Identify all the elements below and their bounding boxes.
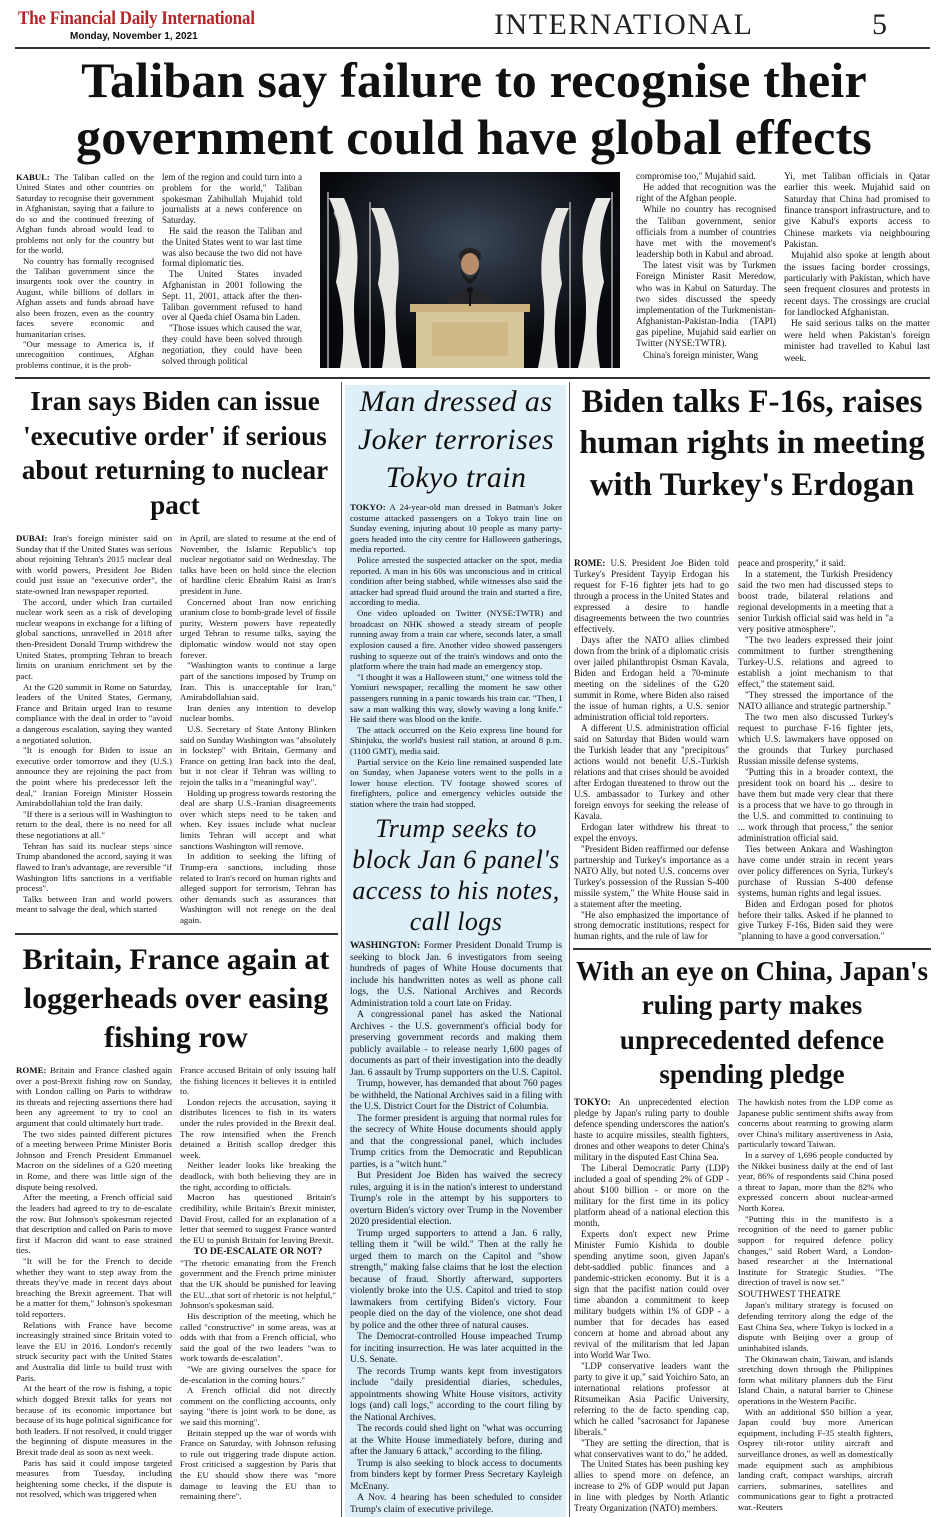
paragraph: "They are setting the direction, that is what conservatives want to do," he added. <box>574 1437 729 1459</box>
paragraph: Iran denies any intention to develop nuclear bombs. <box>180 702 336 724</box>
paragraph: WASHINGTON: Former President Donald Trump is seeking to block Jan. 6 investigators from seeing hundreds of pages of White House documents that include his handwritten notes as well as phone call logs, the U.S. National Archives and Records Administration told a court late on Friday. <box>350 940 562 1009</box>
paragraph: "It will be for the French to decide whether they want to step away from the threats they've made in recent days about breaching the Brexit agreement. That will be a matter for them," Johnson's spokesman told reporters. <box>16 1255 172 1320</box>
paragraph: Police arrested the suspected attacker on the spot, media reported. A man in his 60s was unconscious and in critical condition after being stabbed, while witnesses also said the attacker had spread fluid around the train and started a fire, according to media. <box>350 555 562 608</box>
paragraph: Partial service on the Keio line remained suspended late on Sunday, when Japanese voters went to the polls in a lower house election. TV footage showed scores of firefighters, police and emergency vehicles outside the station where the train had stopped. <box>350 756 562 810</box>
paragraph: "We are giving ourselves the space for de-escalation in the coming hours." <box>180 1363 336 1385</box>
paragraph: Paris has said it could impose targeted measures from Tuesday, including heightening some checks, if the dispute is not resolved, which was triggered when <box>16 1457 172 1500</box>
paragraph: The two sides painted different pictures of a meeting between Prime Minister Boris Johnson and French President Emmanuel Macron on the sidelines of a G20 meeting in Rome, and there was little sign of the dispute being resolved. <box>16 1128 172 1192</box>
paragraph: No country has formally recognised the Taliban government since the insurgents took over the country in August, while billions of dollars in Afghan assets and funds abroad have also been frozen, even as the country faces severe economic and humanitarian crises. <box>16 255 154 339</box>
paragraph: Talks between Iran and world powers meant to salvage the deal, which started <box>16 893 172 915</box>
paragraph: Ties between Ankara and Washington have come under strain in recent years over policy differences on Syria, Turkey's purchase of Russian S-400 defense systems, human rights and legal issues. <box>738 843 893 898</box>
trump-headline: Trump seeks to block Jan 6 panel's access to his notes, call logs <box>352 814 560 936</box>
paragraph: "It is enough for Biden to issue an executive order tomorrow and they (U.S.) announce they are rejoining the pact from the point where his predecessor left the deal," Iranian Foreign Minister Hossein Amirabdollahian told the Iran daily. <box>16 745 172 809</box>
page-number: 5 <box>872 8 887 41</box>
paragraph: Concerned about Iran now enriching uranium close to bomb-grade level of fissile purity, Western powers have repeatedly urged Tehran to resume talks, saying the diplomatic window would not stay open forever. <box>180 596 336 660</box>
paragraph: "Those issues which caused the war, they could have been solved through negotiation, they could have been solved through political <box>162 323 302 366</box>
paragraph: "They stressed the importance of the NATO alliance and strategic partnership." <box>738 689 893 711</box>
paragraph: In a statement, the Turkish Presidency said the two men had discussed steps to boost trade, bilateral relations and regional developments in a meeting that a senior Turkish official said was held in "a very positive atmosphere". <box>738 568 893 634</box>
joker-body <box>350 502 562 814</box>
dateline: DUBAI: <box>16 533 48 543</box>
paragraph: The former president is arguing that normal rules for the secrecy of White House documents should apply and that the congressional panel, which includes Trump critics from the Democratic and Republican parties, is a "witch hunt." <box>350 1112 562 1170</box>
paragraph: Trump, however, has demanded that about 760 pages be withheld, the National Archives said in a filing with the U.S. District Court for the District of Columbia. <box>350 1078 562 1112</box>
paragraph: "Our message to America is, if unrecognition continues, Afghan problems continue, it is the prob- <box>16 339 154 370</box>
paragraph: DUBAI: Iran's foreign minister said on Sunday that if the United States was serious about rejoining Tehran's 2015 nuclear deal with world powers, President Joe Biden could just issue an "executive order", the state-owned Iran newspaper reported. <box>16 533 172 597</box>
lead-column-3 <box>636 172 776 372</box>
lead-column-1 <box>16 172 154 372</box>
paragraph: His description of the meeting, which he called "constructive" in some areas, was at odds with that from a French official, who said the goal of the two leaders "was to work towards de-escalation". <box>180 1310 336 1364</box>
section-divider <box>573 948 931 950</box>
paragraph: After the meeting, a French official said the leaders had agreed to try to de-escalate the row. But Johnson's spokesman rejected that description and called on Paris to move first if Macron did want to ease strained ties. <box>16 1192 172 1256</box>
paragraph: While no country has recognised the Taliban government, senior officials from a number of countries have met with the movement's leadership both in Kabul and abroad. <box>636 205 776 261</box>
dateline: WASHINGTON: <box>350 940 421 951</box>
paragraph: But President Joe Biden has waived the secrecy rules, arguing it is in the nation's interest to understand Trump's role in the attempt by his supporters to overturn Biden's victory over Trump in the November 2020 presidential election. <box>350 1170 562 1227</box>
paragraph: The two men also discussed Turkey's request to purchase F-16 fighter jets, which U.S. lawmakers have opposed on the grounds that Turkey purchased Russian missile defense systems. <box>738 711 893 766</box>
biden-headline: Biden talks F-16s, raises human rights in meeting with Turkey's Erdogan <box>579 384 925 503</box>
paragraph: "If there is a serious will in Washington to return to the deal, there is no need for all these negotiations at all." <box>16 808 172 841</box>
paragraph: Tehran has said its nuclear steps since Trump abandoned the accord, saying it was flawed to Iran's advantage, are reversible "if Washington lifts sanctions in a verifiable process". <box>16 840 172 894</box>
britain-column-2 <box>180 1065 336 1513</box>
paragraph: ROME: Britain and France clashed again over a post-Brexit fishing row on Sunday, with London calling on Paris to withdraw its threats and rejecting assertions there had been any agreement to try to cool an argument that could ultimately hurt trade. <box>16 1065 172 1129</box>
paragraph: With an additional $50 billion a year, Japan could buy more American equipment, including F-35 stealth fighters, Osprey tilt-rotor utility aircraft and surveillance drones, as well as domestically made equipment such as amphibious landing craft, compact warships, aircraft carriers, submarines, satellites and communications gear to fight a protracted war.-Reuters <box>738 1406 893 1513</box>
column-divider <box>341 382 342 1517</box>
iran-column-1 <box>16 533 172 925</box>
biden-column-2 <box>738 558 893 943</box>
paragraph: The Democrat-controlled House impeached Trump for inciting insurrection. He was later acquitted in the U.S. Senate. <box>350 1331 562 1365</box>
publication-date: Monday, November 1, 2021 <box>70 31 198 42</box>
paragraph: The Okinawan chain, Taiwan, and islands stretching down through the Philippines form what military planners dub the First Island Chain, a natural barrier to Chinese operations in the Western Pacific. <box>738 1353 893 1406</box>
paragraph: Japan's military strategy is focused on defending territory along the edge of the East China Sea, where Tokyo is locked in a dispute with Beijing over a group of uninhabited islands. <box>738 1300 893 1353</box>
paragraph: TOKYO: A 24-year-old man dressed in Batman's Joker costume attacked passengers on a Tokyo train line on Sunday evening, injuring about 10 people as many party-goers headed into the city centre for Halloween gatherings, media reported. <box>350 502 562 555</box>
paragraph: KABUL: The Taliban called on the United States and other countries on Saturday to recognise their government in Afghanistan, saying that a failure to do so and the continued freezing of Afghan funds abroad would lead to problems not only for the country but for the world. <box>16 172 154 256</box>
paragraph: "Putting this in a broader context, the president took on board his ... desire to have them but made very clear that there is a process that we have to go through in the U.S. and committed to continuing to ... work through that process," the senior administration official said. <box>738 766 893 843</box>
paragraph: He added that recognition was the right of the Afghan people. <box>636 183 776 205</box>
paragraph: A congressional panel has asked the National Archives - the U.S. government's official body for preserving government records and making them publicly available - to release nearly 1,600 pages of documents as part of their investigation into the deadly Jan. 6 assault by Trump supporters on the U.S. Capitol. <box>350 1009 562 1078</box>
paragraph: Britain stepped up the war of words with France on Saturday, with Johnson refusing to rule out triggering trade dispute action. Frost criticised a suggestion by Paris that the EU should show there was "more damage to leaving the EU than to remaining there". <box>180 1427 336 1502</box>
column-divider <box>569 382 570 1517</box>
paragraph: "Washington wants to continue a large part of the sanctions imposed by Trump on Iran. This is unacceptable for Iran," Amirabdollahian said. <box>180 660 336 703</box>
paragraph: The latest visit was by Turkmen Foreign Minister Rasit Meredow, who was in Kabul on Saturday. The two sides discussed the speedy implementation of the Turkmenistan-Afghanistan-Pakistan-India (TAPI) gas pipeline, Mujahid said earlier on Twitter (NYSE:TWTR). <box>636 261 776 350</box>
trump-body <box>350 940 562 1515</box>
paragraph: lem of the region and could turn into a problem for the world," Taliban spokesman Zabihullah Mujahid told journalists at a news conference on Saturday. <box>162 172 302 226</box>
paragraph: Trump urged supporters to attend a Jan. 6 rally, telling them it "will be wild." Then at the rally he urged them to march on the Capitol and "show strength," making false claims that he lost the election because of fraud. Shortly afterward, supporters violently broke into the U.S. Capitol and tried to stop lawmakers from certifying Biden's victory. Four people died on the day of the violence, one shot dead by police and the other three of natural causes. <box>350 1227 562 1331</box>
masthead-rule <box>15 47 930 49</box>
paragraph: One video uploaded on Twitter (NYSE:TWTR) and broadcast on NHK showed a steady stream of people running away from a train car where, seconds later, a small explosion caused a fire. Another video showed passengers rushing to squeeze out of the train's windows and onto the platform where the train had made an emergency stop. <box>350 608 562 672</box>
lead-headline: Taliban say failure to recognise their government could have global effects <box>76 52 872 165</box>
paragraph: ROME: U.S. President Joe Biden told Turkey's President Tayyip Erdogan his request for F-16 fighter jets had to go through a process in the United States and expressed a desire to handle disagreements between the two countries effectively. <box>574 558 729 634</box>
paragraph: London rejects the accusation, saying it distributes licences to fish in its waters under the rules provided in the Brexit deal. The row intensified when the French detained a British scallop dredger this week. <box>180 1096 336 1160</box>
paragraph: "The two leaders expressed their joint commitment to further strengthening Turkey-U.S. relations and agreed to establish a joint mechanism to that effect," the statement said. <box>738 634 893 689</box>
publication-name: The Financial Daily International <box>18 8 255 29</box>
japan-column-2 <box>738 1097 893 1515</box>
paragraph: Mujahid also spoke at length about the issues facing border crossings, particularly with Pakistan, which have seen frequent closures and protests in recent days. The crossings are crucial for landlocked Afghanistan. <box>784 251 930 319</box>
paragraph: Days after the NATO allies climbed down from the brink of a diplomatic crisis over jailed philanthropist Osman Kavala, Biden and Erdogan held a 70-minute meeting on the sidelines of the G20 summit in Rome, where Biden also raised the issue of human rights, a U.S. senior administration official told reporters. <box>574 634 729 722</box>
iran-headline: Iran says Biden can issue 'executive order' if serious about returning to nuclear pact <box>21 386 329 520</box>
paragraph: The accord, under which Iran curtailed nuclear work seen as a risk of developing nuclear weapons in exchange for a lifting of global sanctions, unravelled in 2018 after then-President Donald Trump withdrew the United States, prompting Tehran to breach limits on uranium enrichment set by the pact. <box>16 596 172 681</box>
paragraph: A French official did not directly comment on the conflicting accounts, only saying "there is joint work to be done, as we said this morning". <box>180 1385 336 1427</box>
paragraph: The records could shed light on "what was occurring at the White House immediately before, during and after the January 6 attack," according to the filing. <box>350 1423 562 1457</box>
paragraph: Yi, met Taliban officials in Qatar earlier this week. Mujahid said on Saturday that China had promised to finance transport infrastructure, and to give Kabul's exports access to Chinese markets via neighbouring Pakistan. <box>784 172 930 251</box>
section-divider <box>15 933 338 935</box>
dateline: TOKYO: <box>574 1097 611 1107</box>
paragraph: China's foreign minister, Wang <box>643 350 759 361</box>
paragraph: At the G20 summit in Rome on Saturday, leaders of the United States, Germany, France and Britain urged Iran to resume compliance with the deal in order to "avoid a dangerous escalation, saying they wanted a negotiated solution. <box>16 681 172 745</box>
paragraph: compromise too," Mujahid said. <box>636 172 756 182</box>
britain-headline: Britain, France again at loggerheads over easing fishing row <box>22 943 330 1054</box>
paragraph: The United States has been pushing key allies to spend more on defence, an increase to 2% of GDP would put Japan in line with pledges by North Atlantic Treaty Organization (NATO) members. <box>574 1459 729 1514</box>
paragraph: SOUTHWEST THEATRE <box>738 1288 841 1300</box>
britain-subhead: TO DE-ESCALATE OR NOT? <box>193 1246 323 1258</box>
britain-column-1 <box>16 1065 172 1513</box>
masthead <box>0 0 945 48</box>
section-divider <box>15 377 930 379</box>
paragraph: "President Biden reaffirmed our defense partnership and Turkey's importance as a NATO Ally, but noted U.S. concerns over Turkey's possession of the Russian S-400 missile system," the White House said in a statement after the meeting. <box>574 843 729 909</box>
britain-column-2-top <box>180 1065 336 1245</box>
paragraph: Macron has questioned Britain's credibility, while Britain's Brexit minister, David Frost, called for an explanation of a letter that seemed to suggest France wanted the EU to punish Britain for leaving Brexit. <box>180 1192 336 1245</box>
paragraph: Experts don't expect new Prime Minister Fumio Kishida to double spending anytime soon, given Japan's debt-saddled public finances and a pandemic-stricken economy. But it is a sign that the pacifist nation could over time abandon a commitment to keep military budgets within 1% of GDP - a number that for decades has eased concern at home and abroad about any revival of the militarism that led Japan into World War Two. <box>574 1228 729 1360</box>
paragraph: The records Trump wants kept from investigators include "daily presidential diaries, schedules, appointments showing White House visitors, activity logs (and) call logs," according to the court filing by the National Archives. <box>350 1365 562 1423</box>
paragraph: "He also emphasized the importance of strong democratic institutions, respect for human rights, and the rule of law for <box>574 909 729 942</box>
paragraph: In addition to seeking the lifting of Trump-era sanctions, including those related to Iran's record on human rights and alleged support for terrorism, Tehran has other demands such as assurances that Washington will not renege on the deal again. <box>180 851 336 925</box>
paragraph: "Putting this in the manifesto is a recognition of the need to garner public support for required defence policy changes," said Robert Ward, a London-based researcher at the International Institute for Strategic Studies. "The direction of travel is now set." <box>738 1213 893 1288</box>
paragraph: He said the reason the Taliban and the United States went to war last time was also because the two did not have formal diplomatic ties. <box>162 225 302 269</box>
paragraph: Erdogan later withdrew his threat to expel the envoys. <box>574 821 729 843</box>
lead-column-4 <box>784 172 930 372</box>
paragraph: "The rhetoric emanating from the French government and the French prime minister that the UK should be punished for leaving the EU...that sort of rhetoric is not helpful," Johnson's spokesman said. <box>180 1257 336 1311</box>
japan-column-1 <box>574 1097 729 1515</box>
paragraph: in April, are slated to resume at the end of November, the Islamic Republic's top nuclear negotiator said on Wednesday. The talks have been on hold since the election of hardline cleric Ebrahim Raisi as Iran's president in June. <box>180 533 336 597</box>
dateline: ROME: <box>574 558 606 568</box>
paragraph: TOKYO: An unprecedented election pledge by Japan's ruling party to double defence spending underscores the nation's haste to acquire missiles, stealth fighters, drones and other weapons to deter China's military in the disputed East China Sea. <box>574 1097 729 1162</box>
paragraph: A different U.S. administration official said on Saturday that Biden would warn the Turkish leader that any "precipitous" actions would not benefit U.S.-Turkish relations and that crises should be avoided after Erdogan threatened to throw out the U.S. ambassador to Turkey and other foreign envoys for seeking the release of Kavala. <box>574 722 729 821</box>
paragraph: U.S. Secretary of State Antony Blinken said on Sunday Washington was "absolutely in lockstep" with Britain, Germany and France on getting Iran back into the deal, but it not clear if Tehran was willing to rejoin the talks in a "meaningful way". <box>180 723 336 788</box>
paragraph: The hawkish notes from the LDP come as Japanese public sentiment shifts away from concerns about rearming to growing alarm over China's military assertiveness in Asia, particularly toward Taiwan. <box>738 1097 893 1150</box>
paragraph: Neither leader looks like breaking the deadlock, with both believing they are in the right, according to officials. <box>180 1160 336 1192</box>
paragraph: peace and prosperity," it said. <box>738 558 846 568</box>
paragraph: The United States invaded Afghanistan in 2001 following the Sept. 11, 2001, attack after the then-Taliban government refused to hand over al Qaeda chief Osama bin Laden. <box>162 269 302 323</box>
paragraph: Holding up progress towards restoring the deal are sharp U.S.-Iranian disagreements over which steps need to be taken and when. Key issues include what nuclear limits Tehran will accept and what sanctions Washington will remove. <box>180 787 336 851</box>
britain-column-2-bottom <box>180 1258 336 1502</box>
paragraph: "LDP conservative leaders want the party to give it up," said Yoichiro Sato, an international relations professor at Ritsumeikan Asia Pacific University, referring to the de facto spending cap, which he called "sacrosanct for Japanese liberals." <box>574 1360 729 1437</box>
paragraph: France accused Britain of only issuing half the fishing licences it believes it is entitled to. <box>180 1065 336 1097</box>
paragraph: In a survey of 1,696 people conducted by the Nikkei business daily at the end of last year, 86% of respondents said China posed a threat to Japan, more than the 82% who expressed concern about nuclear-armed North Korea. <box>738 1150 893 1214</box>
paragraph: The Liberal Democratic Party (LDP) included a goal of spending 2% of GDP - about $100 billion - or more on the military for the first time in its policy platform ahead of a national election this month. <box>574 1162 729 1228</box>
biden-column-1 <box>574 558 729 943</box>
dateline: ROME: <box>16 1065 47 1075</box>
paragraph: "I thought it was a Halloween stunt," one witness told the Yomiuri newspaper, recalling the moment he saw other passengers running in a panic towards his train car. "Then, I saw a man walking this way, slowly waving a long knife." He said there was blood on the knife. <box>350 671 562 725</box>
japan-headline: With an eye on China, Japan's ruling party makes unprecedented defence spending pledge <box>575 956 929 1089</box>
iran-column-2 <box>180 533 336 925</box>
paragraph: At the heart of the row is fishing, a topic which dogged Brexit talks for years not because of its economic importance but because of its huge political significance for both leaders. If not resolved, it could trigger the beginning of dispute measures in the Brexit trade deal as soon as next week. <box>16 1383 172 1457</box>
dateline: KABUL: <box>16 172 50 182</box>
paragraph: He said serious talks on the matter were held when Pakistan's foreign minister had travelled to Kabul last week. <box>784 319 930 364</box>
paragraph: The attack occurred on the Keio express line bound for Shinjuku, the world's busiest rail station, at around 8 p.m. (1100 GMT), media said. <box>350 724 562 757</box>
joker-headline: Man dressed as Joker terrorises Tokyo train <box>357 385 555 495</box>
paragraph: Relations with France have become increasingly strained since Britain voted to leave the EU in 2016. London's recently struck security pact with the United States and Australia did little to build trust with Paris. <box>16 1319 172 1383</box>
press-conference-photo <box>320 172 620 368</box>
paragraph: A Nov. 4 hearing has been scheduled to consider Trump's claim of executive privilege. <box>350 1492 562 1515</box>
lead-column-2 <box>162 172 302 372</box>
paragraph: Trump is also seeking to block access to documents from binders kept by former Press Secretary Kayleigh McEnany. <box>350 1457 562 1492</box>
dateline: TOKYO: <box>350 502 386 512</box>
section-title: INTERNATIONAL <box>494 8 754 41</box>
paragraph: Biden and Erdogan posed for photos before their talks. Asked if he planned to give Turkey F-16s, Biden said they were "planning to have a good conversation." <box>738 898 893 942</box>
